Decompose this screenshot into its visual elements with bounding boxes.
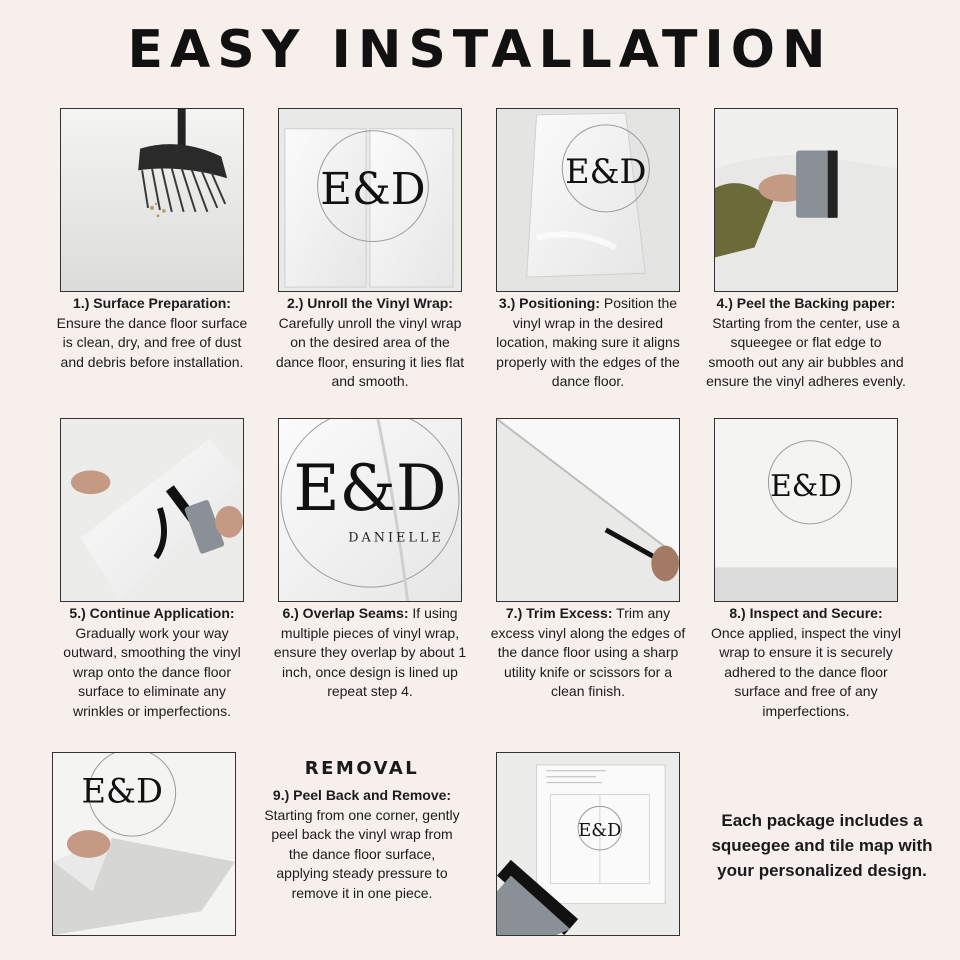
monogram-letters: E&D [770, 468, 842, 504]
step-8-caption [706, 604, 906, 721]
step-heading: 8.) Inspect and Secure: [729, 605, 883, 621]
step-body: If using multiple pieces of vinyl wrap, ensure they overlap by about 1 inch, once design is lined up repeat step 4. [273, 605, 467, 699]
step-body: Starting from one corner, gently peel back the vinyl wrap from the dance floor surface, applying steady pressure to remove it in one piece. [264, 806, 460, 901]
step-body: Trim any excess vinyl along the edges of the dance floor using a sharp utility knife or scissors for a clean finish. [490, 605, 686, 699]
step-2-caption [270, 294, 470, 392]
photo-package [496, 752, 680, 936]
step-body: Starting from the center, use a squeegee or flat edge to smooth out any air bubbles and ensure the vinyl adheres evenly. [706, 314, 906, 389]
step-body: Position the vinyl wrap in the desired location, making sure it aligns properly with the edges of the dance floor. [496, 295, 680, 389]
step-heading: 4.) Peel the Backing paper: [716, 295, 896, 311]
monogram-letters: E&D [565, 152, 647, 192]
step-6-caption [270, 604, 470, 702]
step-5-caption [52, 604, 252, 721]
step-body: Carefully unroll the vinyl wrap on the desired area of the dance floor, ensuring it lies flat and smooth. [275, 314, 465, 389]
monogram-letters: E&D [293, 451, 447, 525]
photo-squeegee [714, 108, 898, 292]
photo-position [496, 108, 680, 292]
monogram-letters: E&D [578, 820, 622, 842]
step-7-caption [488, 604, 688, 702]
photo-overlap [278, 418, 462, 602]
removal-title: REMOVAL [304, 758, 420, 779]
step-heading: 6.) Overlap Seams: [282, 605, 409, 621]
photo-inspect [714, 418, 898, 602]
step-body: Ensure the dance floor surface is clean, dry, and free of dust and debris before installation. [56, 314, 248, 370]
monogram-letters: E&D [320, 164, 426, 215]
photo-trim [496, 418, 680, 602]
step-heading: 7.) Trim Excess: [505, 605, 613, 621]
monogram-letters: E&D [81, 771, 163, 811]
page-title: EASY INSTALLATION [127, 20, 833, 80]
photo-broom [60, 108, 244, 292]
photo-unroll [278, 108, 462, 292]
photo-peel [52, 752, 236, 936]
step-body: Gradually work your way outward, smoothing the vinyl wrap onto the dance floor surface to eliminate any wrinkles or imperfections. [63, 624, 241, 719]
step-heading: 2.) Unroll the Vinyl Wrap: [287, 295, 453, 311]
photo-continue [60, 418, 244, 602]
step-heading: 3.) Positioning: [498, 295, 601, 311]
monogram-name: DANIELLE [348, 530, 444, 546]
step-heading: 1.) Surface Preparation: [73, 295, 231, 311]
step-heading: 5.) Continue Application: [69, 605, 235, 621]
step-9-caption [262, 786, 462, 903]
step-1-caption [52, 294, 252, 372]
broom-icon [61, 109, 243, 291]
step-body: Once applied, inspect the vinyl wrap to ensure it is securely adhered to the dance floor surface and free of any imperfections. [711, 624, 901, 719]
step-3-caption [488, 294, 688, 392]
step-4-caption [706, 294, 906, 392]
step-heading: 9.) Peel Back and Remove: [272, 787, 452, 803]
package-note: Each package includes a squeegee and tile map with your personalized design. [711, 811, 933, 880]
